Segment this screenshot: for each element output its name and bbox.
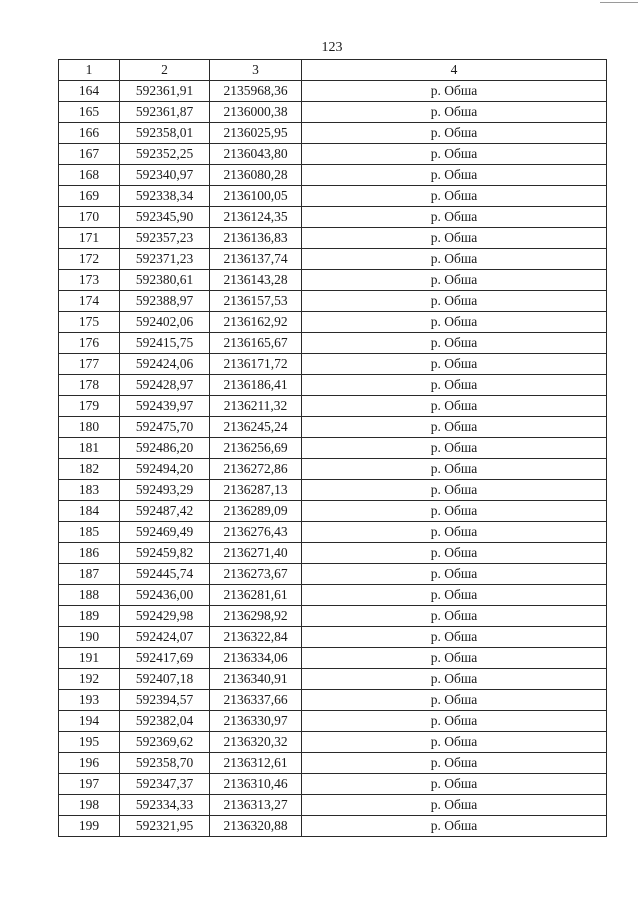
table-row <box>59 732 607 753</box>
table-row <box>59 396 607 417</box>
cell-y-coordinate: 2136143,28 <box>210 270 302 291</box>
cell-point-number: 178 <box>59 375 120 396</box>
cell-y-coordinate: 2136276,43 <box>210 522 302 543</box>
cell-x-coordinate: 592493,29 <box>120 480 210 501</box>
table-row <box>59 312 607 333</box>
cell-y-coordinate: 2136245,24 <box>210 417 302 438</box>
cell-y-coordinate: 2136124,35 <box>210 207 302 228</box>
cell-point-number: 197 <box>59 774 120 795</box>
cell-y-coordinate: 2136136,83 <box>210 228 302 249</box>
cell-description: р. Обша <box>302 648 607 669</box>
cell-description: р. Обша <box>302 711 607 732</box>
table-row <box>59 354 607 375</box>
cell-x-coordinate: 592428,97 <box>120 375 210 396</box>
table-row <box>59 690 607 711</box>
cell-description: р. Обша <box>302 585 607 606</box>
table-row <box>59 543 607 564</box>
cell-y-coordinate: 2136320,32 <box>210 732 302 753</box>
cell-x-coordinate: 592361,91 <box>120 81 210 102</box>
table-row <box>59 417 607 438</box>
cell-point-number: 190 <box>59 627 120 648</box>
cell-description: р. Обша <box>302 606 607 627</box>
cell-description: р. Обша <box>302 627 607 648</box>
cell-x-coordinate: 592402,06 <box>120 312 210 333</box>
cell-x-coordinate: 592469,49 <box>120 522 210 543</box>
cell-point-number: 167 <box>59 144 120 165</box>
cell-x-coordinate: 592380,61 <box>120 270 210 291</box>
cell-point-number: 182 <box>59 459 120 480</box>
cell-y-coordinate: 2136272,86 <box>210 459 302 480</box>
cell-point-number: 187 <box>59 564 120 585</box>
cell-y-coordinate: 2136313,27 <box>210 795 302 816</box>
cell-point-number: 186 <box>59 543 120 564</box>
page-number: 123 <box>321 40 343 55</box>
cell-x-coordinate: 592338,34 <box>120 186 210 207</box>
cell-y-coordinate: 2136171,72 <box>210 354 302 375</box>
table-row <box>59 774 607 795</box>
cell-point-number: 193 <box>59 690 120 711</box>
cell-y-coordinate: 2136330,97 <box>210 711 302 732</box>
cell-y-coordinate: 2136322,84 <box>210 627 302 648</box>
cell-point-number: 168 <box>59 165 120 186</box>
cell-point-number: 169 <box>59 186 120 207</box>
cell-x-coordinate: 592358,70 <box>120 753 210 774</box>
cell-description: р. Обша <box>302 228 607 249</box>
header-x-coordinate: 2 <box>120 60 210 81</box>
coordinates-table <box>58 59 607 837</box>
table-row <box>59 81 607 102</box>
cell-description: р. Обша <box>302 774 607 795</box>
cell-y-coordinate: 2136273,67 <box>210 564 302 585</box>
cell-x-coordinate: 592382,04 <box>120 711 210 732</box>
table-row <box>59 228 607 249</box>
cell-y-coordinate: 2136310,46 <box>210 774 302 795</box>
table-row <box>59 501 607 522</box>
cell-x-coordinate: 592415,75 <box>120 333 210 354</box>
cell-description: р. Обша <box>302 207 607 228</box>
table-row <box>59 564 607 585</box>
cell-y-coordinate: 2136312,61 <box>210 753 302 774</box>
cell-point-number: 164 <box>59 81 120 102</box>
cell-description: р. Обша <box>302 753 607 774</box>
cell-description: р. Обша <box>302 186 607 207</box>
cell-description: р. Обша <box>302 312 607 333</box>
cell-x-coordinate: 592424,07 <box>120 627 210 648</box>
cell-x-coordinate: 592358,01 <box>120 123 210 144</box>
cell-y-coordinate: 2136281,61 <box>210 585 302 606</box>
cell-point-number: 174 <box>59 291 120 312</box>
table-body <box>59 81 607 837</box>
table-row <box>59 480 607 501</box>
cell-description: р. Обша <box>302 816 607 837</box>
cell-x-coordinate: 592321,95 <box>120 816 210 837</box>
cell-point-number: 195 <box>59 732 120 753</box>
table-row <box>59 627 607 648</box>
cell-x-coordinate: 592388,97 <box>120 291 210 312</box>
table-row <box>59 375 607 396</box>
cell-description: р. Обша <box>302 501 607 522</box>
cell-description: р. Обша <box>302 249 607 270</box>
table-row <box>59 585 607 606</box>
cell-x-coordinate: 592436,00 <box>120 585 210 606</box>
table-row <box>59 522 607 543</box>
cell-description: р. Обша <box>302 459 607 480</box>
cell-description: р. Обша <box>302 669 607 690</box>
table-header <box>59 60 607 81</box>
cell-y-coordinate: 2136287,13 <box>210 480 302 501</box>
cell-point-number: 181 <box>59 438 120 459</box>
cell-description: р. Обша <box>302 396 607 417</box>
cell-x-coordinate: 592407,18 <box>120 669 210 690</box>
cell-description: р. Обша <box>302 354 607 375</box>
cell-y-coordinate: 2136340,91 <box>210 669 302 690</box>
cell-description: р. Обша <box>302 795 607 816</box>
cell-x-coordinate: 592439,97 <box>120 396 210 417</box>
cell-point-number: 184 <box>59 501 120 522</box>
cell-x-coordinate: 592394,57 <box>120 690 210 711</box>
cell-point-number: 198 <box>59 795 120 816</box>
cell-description: р. Обша <box>302 102 607 123</box>
cell-y-coordinate: 2136025,95 <box>210 123 302 144</box>
cell-y-coordinate: 2136000,38 <box>210 102 302 123</box>
cell-x-coordinate: 592340,97 <box>120 165 210 186</box>
cell-description: р. Обша <box>302 375 607 396</box>
cell-x-coordinate: 592475,70 <box>120 417 210 438</box>
cell-y-coordinate: 2136080,28 <box>210 165 302 186</box>
cell-y-coordinate: 2136298,92 <box>210 606 302 627</box>
cell-point-number: 196 <box>59 753 120 774</box>
table-row <box>59 648 607 669</box>
cell-y-coordinate: 2136289,09 <box>210 501 302 522</box>
table-row <box>59 291 607 312</box>
table-row <box>59 249 607 270</box>
cell-point-number: 173 <box>59 270 120 291</box>
cell-y-coordinate: 2136137,74 <box>210 249 302 270</box>
cell-x-coordinate: 592347,37 <box>120 774 210 795</box>
table-row <box>59 102 607 123</box>
cell-x-coordinate: 592361,87 <box>120 102 210 123</box>
cell-y-coordinate: 2136256,69 <box>210 438 302 459</box>
header-row <box>59 60 607 81</box>
cell-description: р. Обша <box>302 732 607 753</box>
cell-x-coordinate: 592357,23 <box>120 228 210 249</box>
cell-x-coordinate: 592424,06 <box>120 354 210 375</box>
table-row <box>59 165 607 186</box>
cell-x-coordinate: 592487,42 <box>120 501 210 522</box>
cell-description: р. Обша <box>302 438 607 459</box>
cell-x-coordinate: 592417,69 <box>120 648 210 669</box>
scan-edge-mark <box>600 2 638 3</box>
cell-point-number: 165 <box>59 102 120 123</box>
cell-y-coordinate: 2136186,41 <box>210 375 302 396</box>
table-row <box>59 795 607 816</box>
cell-description: р. Обша <box>302 81 607 102</box>
cell-description: р. Обша <box>302 417 607 438</box>
table-row <box>59 459 607 480</box>
cell-description: р. Обша <box>302 123 607 144</box>
cell-point-number: 166 <box>59 123 120 144</box>
table-row <box>59 669 607 690</box>
table-row <box>59 186 607 207</box>
cell-point-number: 175 <box>59 312 120 333</box>
cell-x-coordinate: 592429,98 <box>120 606 210 627</box>
cell-x-coordinate: 592369,62 <box>120 732 210 753</box>
cell-point-number: 185 <box>59 522 120 543</box>
table-row <box>59 753 607 774</box>
cell-y-coordinate: 2136337,66 <box>210 690 302 711</box>
cell-y-coordinate: 2135968,36 <box>210 81 302 102</box>
cell-description: р. Обша <box>302 543 607 564</box>
cell-x-coordinate: 592345,90 <box>120 207 210 228</box>
cell-point-number: 180 <box>59 417 120 438</box>
cell-point-number: 194 <box>59 711 120 732</box>
cell-y-coordinate: 2136100,05 <box>210 186 302 207</box>
cell-point-number: 176 <box>59 333 120 354</box>
table-row <box>59 270 607 291</box>
cell-y-coordinate: 2136157,53 <box>210 291 302 312</box>
header-description: 4 <box>302 60 607 81</box>
cell-point-number: 188 <box>59 585 120 606</box>
cell-y-coordinate: 2136271,40 <box>210 543 302 564</box>
cell-x-coordinate: 592445,74 <box>120 564 210 585</box>
cell-x-coordinate: 592352,25 <box>120 144 210 165</box>
cell-point-number: 172 <box>59 249 120 270</box>
cell-x-coordinate: 592494,20 <box>120 459 210 480</box>
cell-y-coordinate: 2136043,80 <box>210 144 302 165</box>
cell-y-coordinate: 2136320,88 <box>210 816 302 837</box>
cell-point-number: 179 <box>59 396 120 417</box>
table-row <box>59 207 607 228</box>
table-row <box>59 606 607 627</box>
cell-point-number: 199 <box>59 816 120 837</box>
cell-description: р. Обша <box>302 165 607 186</box>
table-row <box>59 816 607 837</box>
table-row <box>59 333 607 354</box>
cell-description: р. Обша <box>302 564 607 585</box>
cell-point-number: 177 <box>59 354 120 375</box>
header-y-coordinate: 3 <box>210 60 302 81</box>
cell-point-number: 191 <box>59 648 120 669</box>
table-row <box>59 123 607 144</box>
cell-point-number: 171 <box>59 228 120 249</box>
cell-point-number: 192 <box>59 669 120 690</box>
cell-y-coordinate: 2136334,06 <box>210 648 302 669</box>
cell-y-coordinate: 2136162,92 <box>210 312 302 333</box>
cell-y-coordinate: 2136165,67 <box>210 333 302 354</box>
table-row <box>59 711 607 732</box>
cell-description: р. Обша <box>302 690 607 711</box>
cell-description: р. Обша <box>302 270 607 291</box>
cell-y-coordinate: 2136211,32 <box>210 396 302 417</box>
cell-description: р. Обша <box>302 144 607 165</box>
cell-x-coordinate: 592334,33 <box>120 795 210 816</box>
header-point-number: 1 <box>59 60 120 81</box>
table-row <box>59 144 607 165</box>
cell-description: р. Обша <box>302 291 607 312</box>
cell-x-coordinate: 592459,82 <box>120 543 210 564</box>
cell-point-number: 170 <box>59 207 120 228</box>
cell-description: р. Обша <box>302 480 607 501</box>
cell-x-coordinate: 592371,23 <box>120 249 210 270</box>
cell-description: р. Обша <box>302 522 607 543</box>
cell-point-number: 183 <box>59 480 120 501</box>
cell-x-coordinate: 592486,20 <box>120 438 210 459</box>
cell-description: р. Обша <box>302 333 607 354</box>
table-row <box>59 438 607 459</box>
cell-point-number: 189 <box>59 606 120 627</box>
